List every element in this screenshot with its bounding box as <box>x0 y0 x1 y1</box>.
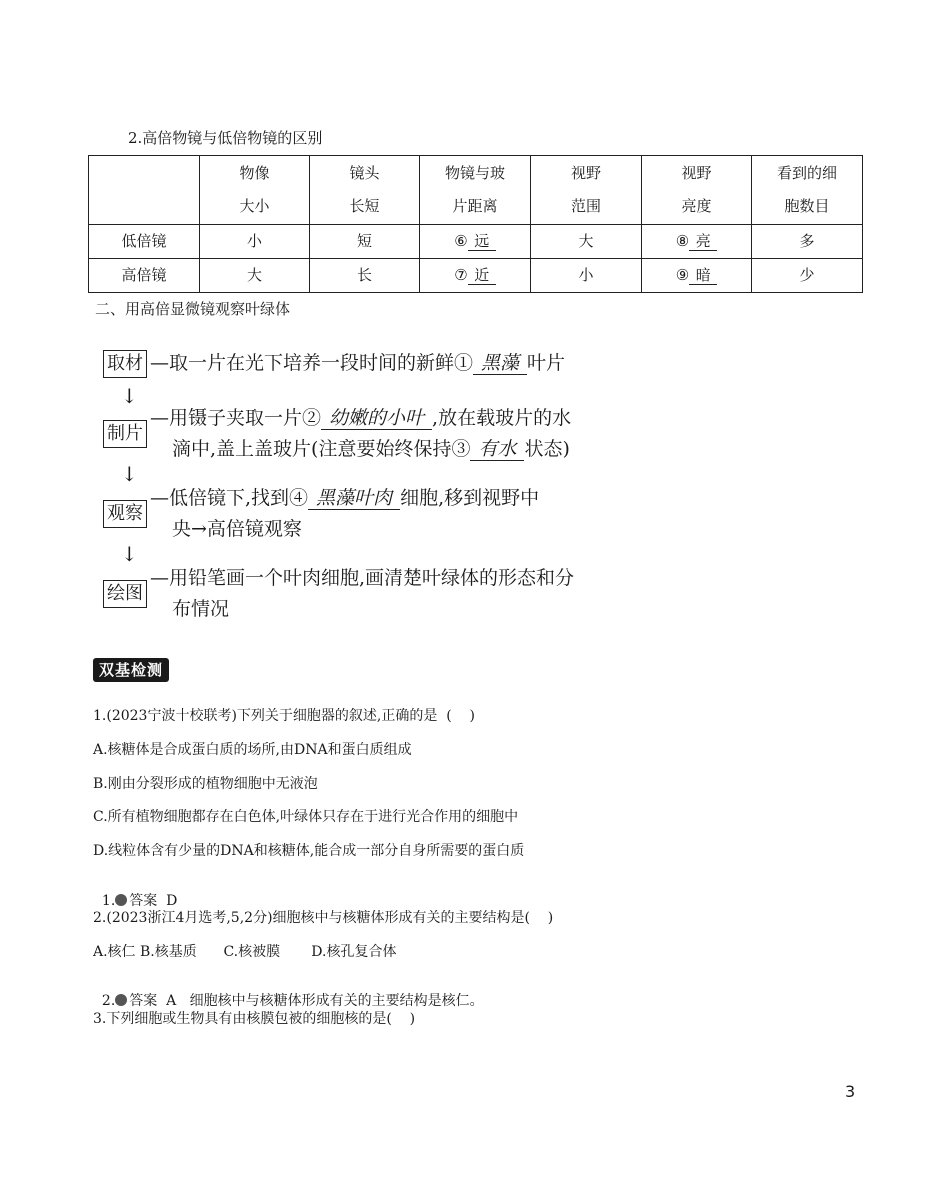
answer-fill: 远 <box>468 232 496 251</box>
table-cell: 长 <box>310 259 420 293</box>
page-number: 3 <box>845 1082 856 1101</box>
header-cell: 视野 亮度 <box>642 156 752 225</box>
question-1-option-a: A.核糖体是合成蛋白质的场所,由DNA和蛋白质组成 <box>93 742 412 758</box>
header-cell: 视野 范围 <box>531 156 642 225</box>
answer-fill: 暗 <box>689 266 717 285</box>
handwritten-fill: 黑藻 <box>473 352 527 375</box>
question-1-option-b: B.刚由分裂形成的植物细胞中无液泡 <box>93 776 318 792</box>
table-row <box>89 225 863 259</box>
question-2-options: A.核仁 B.核基质 C.核被膜 D.核孔复合体 <box>93 944 397 960</box>
section-heading-observe: 二、用高倍显微镜观察叶绿体 <box>95 300 291 318</box>
step-text-observing: —低倍镜下,找到④ 黑藻叶肉 细胞,移到视野中 <box>150 487 540 509</box>
table-cell: 小 <box>531 259 642 293</box>
answer-icon <box>115 894 127 906</box>
step-box-mounting: 制片 <box>103 420 147 448</box>
question-3: 3.下列细胞或生物具有由核膜包被的细胞核的是( ) <box>93 1011 416 1027</box>
row-label: 低倍镜 <box>89 225 200 259</box>
step-box-observing: 观察 <box>103 500 147 528</box>
step-text-observing-line2: 央→高倍镜观察 <box>172 518 302 540</box>
answer-fill: 近 <box>468 266 496 285</box>
double-basics-test-badge: 双基检测 <box>93 658 169 682</box>
question-1-option-d: D.线粒体含有少量的DNA和核糖体,能合成一部分自身所需要的蛋白质 <box>93 843 525 859</box>
answer-icon <box>115 994 127 1006</box>
table-cell: ⑨ 暗 <box>642 259 752 293</box>
header-cell <box>89 156 200 225</box>
table-cell: 短 <box>310 225 420 259</box>
table-cell: 小 <box>200 225 310 259</box>
table-cell: ⑧ 亮 <box>642 225 752 259</box>
handwritten-fill: 黑藻叶肉 <box>308 487 400 510</box>
down-arrow-icon: ↓ <box>121 384 138 408</box>
question-2: 2.(2023浙江4月选考,5,2分)细胞核中与核糖体形成有关的主要结构是( ) <box>93 910 554 926</box>
answer-1: 1. 答案 D <box>101 893 178 909</box>
table-cell: 少 <box>752 259 863 293</box>
step-text-sampling: —取一片在光下培养一段时间的新鲜① 黑藻 叶片 <box>150 352 566 374</box>
table-header-row <box>89 156 863 225</box>
table-cell: 大 <box>531 225 642 259</box>
section-heading-2: 2.高倍物镜与低倍物镜的区别 <box>128 129 323 147</box>
header-cell: 物镜与玻 片距离 <box>420 156 531 225</box>
table-cell: ⑦ 近 <box>420 259 531 293</box>
header-cell: 镜头 长短 <box>310 156 420 225</box>
question-1-option-c: C.所有植物细胞都存在白色体,叶绿体只存在于进行光合作用的细胞中 <box>93 809 519 825</box>
table-row <box>89 259 863 293</box>
handwritten-fill: 有水 <box>470 438 524 461</box>
handwritten-fill: 幼嫩的小叶 <box>321 407 432 430</box>
question-1: 1.(2023宁波十校联考)下列关于细胞器的叙述,正确的是 ( ) <box>93 708 475 724</box>
table-cell: 多 <box>752 225 863 259</box>
step-text-drawing: —用铅笔画一个叶肉细胞,画清楚叶绿体的形态和分 <box>150 567 575 589</box>
table-cell: 大 <box>200 259 310 293</box>
step-text-mounting: —用镊子夹取一片② 幼嫩的小叶 ,放在载玻片的水 <box>150 407 572 429</box>
step-box-sampling: 取材 <box>103 350 147 378</box>
answer-fill: 亮 <box>689 232 717 251</box>
step-text-drawing-line2: 布情况 <box>172 598 230 620</box>
down-arrow-icon: ↓ <box>121 542 138 566</box>
header-cell: 物像 大小 <box>200 156 310 225</box>
step-text-mounting-line2: 滴中,盖上盖玻片(注意要始终保持③ 有水 状态) <box>172 438 570 460</box>
header-cell: 看到的细 胞数目 <box>752 156 863 225</box>
row-label: 高倍镜 <box>89 259 200 293</box>
comparison-table <box>88 155 863 293</box>
step-box-drawing: 绘图 <box>103 580 147 608</box>
answer-2: 2. 答案 A 细胞核中与核糖体形成有关的主要结构是核仁。 <box>101 993 484 1009</box>
down-arrow-icon: ↓ <box>121 462 138 486</box>
table-cell: ⑥ 远 <box>420 225 531 259</box>
